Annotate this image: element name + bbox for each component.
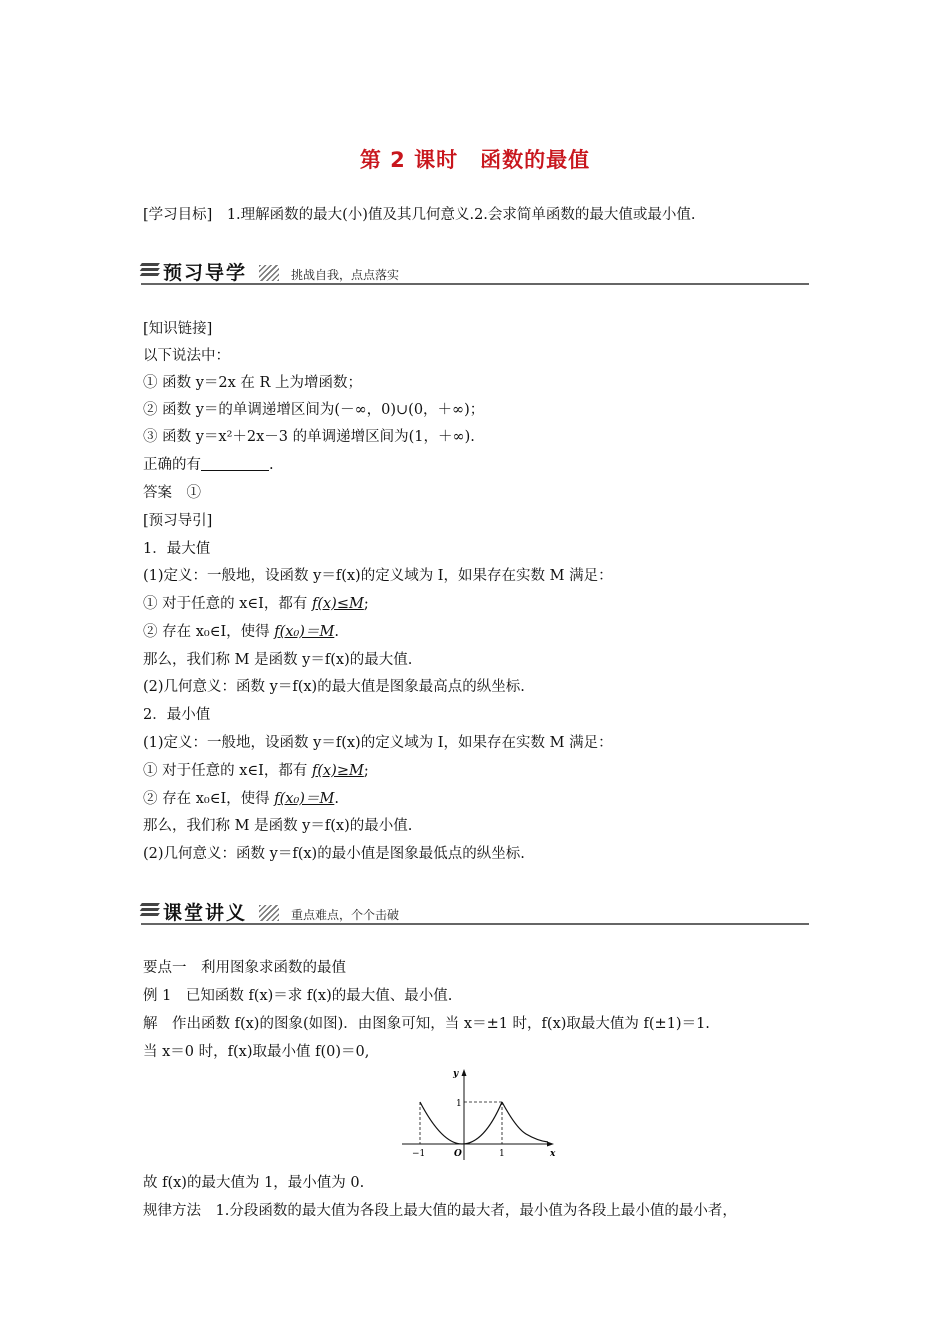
example-1: 例 1 已知函数 f(x)＝求 f(x)的最大值、最小值. (143, 988, 453, 1004)
knowledge-item-2: ② 函数 y＝的单调递增区间为(－∞，0)∪(0，＋∞)； (143, 402, 485, 418)
condition-end: ; (363, 596, 369, 612)
solution-line-1: 解 作出函数 f(x)的图象(如图)．由图象可知，当 x＝±1 时，f(x)取最大值为 f(±1)＝1. (143, 1016, 710, 1032)
x-axis-label: x (550, 1149, 556, 1159)
answer-blank (201, 456, 269, 471)
min-conclusion: 那么，我们称 M 是函数 y＝f(x)的最小值. (143, 818, 413, 834)
condition-text: ② 存在 x₀∈I，使得 (143, 791, 275, 807)
y-tick-one: 1 (456, 1099, 462, 1109)
page-title: 第 2 课时 函数的最值 (359, 148, 591, 172)
max-conclusion: 那么，我们称 M 是函数 y＝f(x)的最大值. (143, 652, 413, 668)
underlined-answer: f(x)≤M (311, 596, 364, 612)
min-title: 2．最小值 (143, 707, 211, 723)
axes (402, 1069, 554, 1160)
origin-label: O (454, 1149, 462, 1159)
section-banner-preview (141, 258, 809, 288)
x-axis-arrow (547, 1142, 554, 1147)
method-summary: 规律方法 1.分段函数的最大值为各段上最大值的最大者，最小值为各段上最小值的最小者， (143, 1203, 737, 1219)
min-geometric-meaning: (2)几何意义：函数 y＝f(x)的最小值是图象最低点的纵坐标. (143, 846, 525, 862)
section-subtitle: 重点难点，个个击破 (291, 908, 400, 922)
knowledge-item-1: ① 函数 y＝2x 在 R 上为增函数； (143, 375, 363, 391)
key-point-1: 要点一 利用图象求函数的最值 (143, 960, 346, 976)
stripes-icon (141, 263, 159, 279)
hatch-icon (259, 905, 279, 921)
example-conclusion: 故 f(x)的最大值为 1，最小值为 0. (143, 1175, 365, 1191)
preview-header: [预习导引] (143, 513, 213, 529)
max-condition-2 (143, 622, 339, 642)
x-tick-one: 1 (499, 1149, 505, 1159)
section-banner-lecture (141, 898, 809, 928)
knowledge-question (143, 455, 274, 475)
condition-text: ① 对于任意的 x∈I，都有 (143, 596, 312, 612)
max-title: 1．最大值 (143, 541, 211, 557)
learning-objectives: [学习目标] 1.理解函数的最大(小)值及其几何意义.2.会求简单函数的最大值或最小值. (143, 207, 696, 223)
question-end: . (269, 457, 274, 473)
section-subtitle: 挑战自我，点点落实 (291, 268, 400, 282)
condition-text: ① 对于任意的 x∈I，都有 (143, 763, 312, 779)
knowledge-answer: 答案 ① (143, 485, 201, 501)
section-rule (141, 923, 809, 925)
function-graph (398, 1066, 558, 1162)
underlined-answer: f(x)≥M (311, 763, 364, 779)
condition-end: . (334, 624, 339, 640)
condition-end: ; (363, 763, 369, 779)
knowledge-intro: 以下说法中： (143, 348, 230, 364)
section-title: 课堂讲义 (163, 902, 248, 924)
section-rule (141, 283, 809, 285)
condition-text: ② 存在 x₀∈I，使得 (143, 624, 275, 640)
underlined-answer: f(x₀)＝M (274, 791, 335, 807)
knowledge-header: [知识链接] (143, 321, 213, 337)
stripes-icon (141, 903, 159, 919)
max-definition: (1)定义：一般地，设函数 y＝f(x)的定义域为 I，如果存在实数 M 满足： (143, 568, 613, 584)
min-definition: (1)定义：一般地，设函数 y＝f(x)的定义域为 I，如果存在实数 M 满足： (143, 735, 613, 751)
question-text: 正确的有 (143, 457, 201, 473)
solution-line-2: 当 x＝0 时，f(x)取最小值 f(0)＝0, (143, 1044, 370, 1060)
min-condition-2 (143, 789, 339, 809)
hatch-icon (259, 265, 279, 281)
knowledge-item-3: ③ 函数 y＝x²＋2x－3 的单调递增区间为(1，＋∞). (143, 429, 475, 445)
section-title: 预习导学 (163, 262, 248, 284)
condition-end: . (334, 791, 339, 807)
x-tick-neg-one: −1 (412, 1149, 426, 1159)
y-axis-label: y (453, 1069, 459, 1079)
min-condition-1 (143, 761, 369, 781)
y-axis-arrow (462, 1069, 467, 1076)
curve-decay (502, 1102, 548, 1142)
underlined-answer: f(x₀)＝M (274, 624, 335, 640)
max-geometric-meaning: (2)几何意义：函数 y＝f(x)的最大值是图象最高点的纵坐标. (143, 679, 525, 695)
max-condition-1 (143, 594, 369, 614)
